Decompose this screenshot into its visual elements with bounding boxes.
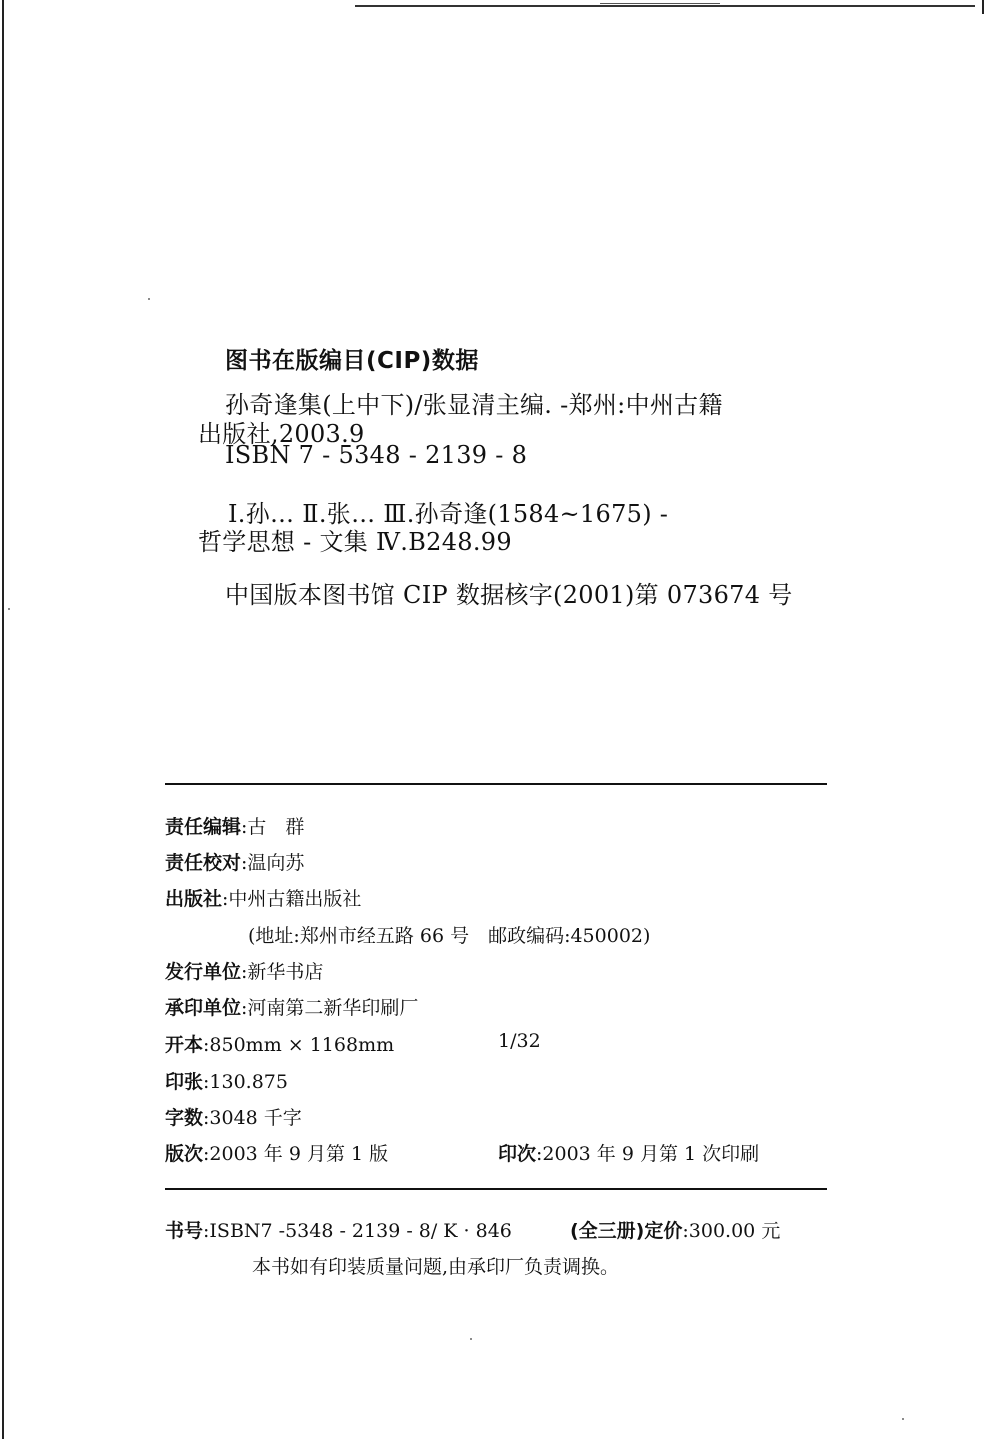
editor-row (165, 812, 304, 839)
scan-speck (8, 608, 10, 610)
divider-bottom (165, 1188, 827, 1190)
publisher-row (165, 884, 361, 911)
cip-subject-line-2: 哲学思想 - 文集 Ⅳ.B248.99 (198, 528, 512, 556)
words-value: :3048 千字 (203, 1107, 302, 1129)
edition-value: :2003 年 9 月第 1 版 (203, 1143, 389, 1165)
book-number-row (165, 1216, 512, 1243)
sheets-row (165, 1067, 288, 1094)
cip-subject-line-1: Ⅰ.孙… Ⅱ.张… Ⅲ.孙奇逢(1584~1675) - (228, 500, 669, 528)
scan-top-edge (355, 5, 975, 7)
printer-value: :河南第二新华印刷厂 (241, 997, 419, 1019)
format-value: :850mm × 1168mm (203, 1034, 395, 1056)
sheets-value: :130.875 (203, 1071, 288, 1093)
proofreader-row (165, 848, 304, 875)
words-row (165, 1103, 302, 1130)
cip-library-note: 中国版本图书馆 CIP 数据核字(2001)第 073674 号 (225, 581, 793, 609)
price-label: 定价 (644, 1220, 683, 1242)
scan-left-edge (2, 0, 4, 1439)
scan-speck (470, 1338, 472, 1340)
words-label: 字数 (165, 1107, 204, 1129)
printing-value: :2003 年 9 月第 1 次印刷 (536, 1143, 760, 1165)
scan-top-edge-shadow (600, 3, 720, 4)
editor-value: :古 群 (241, 816, 305, 838)
edition-label: 版次 (165, 1143, 204, 1165)
format-fraction: 1/32 (498, 1030, 541, 1052)
distributor-label: 发行单位 (165, 961, 242, 983)
proofreader-value: :温向苏 (241, 852, 305, 874)
scan-speck (148, 298, 150, 300)
quality-note: 本书如有印装质量问题,由承印厂负责调换。 (252, 1256, 620, 1278)
scan-corner-mark (968, 0, 984, 14)
edition-row (165, 1139, 388, 1166)
distributor-row (165, 957, 323, 984)
set-note: (全三册) (570, 1220, 645, 1242)
printing-label: 印次 (498, 1143, 537, 1165)
book-number-label: 书号 (165, 1220, 204, 1242)
cip-title-line: 孙奇逢集(上中下)/张显清主编. -郑州:中州古籍 (225, 391, 723, 419)
book-number-value: :ISBN7 -5348 - 2139 - 8/ K · 846 (203, 1220, 512, 1242)
format-label: 开本 (165, 1034, 204, 1056)
editor-label: 责任编辑 (165, 816, 242, 838)
publisher-value: :中州古籍出版社 (222, 888, 362, 910)
publisher-label: 出版社 (165, 888, 223, 910)
price-value: :300.00 元 (682, 1220, 781, 1242)
publisher-address: (地址:郑州市经五路 66 号 邮政编码:450002) (248, 925, 651, 947)
cip-isbn: ISBN 7 - 5348 - 2139 - 8 (225, 441, 528, 469)
format-row (165, 1030, 394, 1057)
scan-speck (902, 1418, 904, 1420)
cip-heading: 图书在版编目(CIP)数据 (225, 348, 479, 374)
distributor-value: :新华书店 (241, 961, 324, 983)
price-row (570, 1216, 780, 1243)
proofreader-label: 责任校对 (165, 852, 242, 874)
printing-row (498, 1139, 759, 1166)
cip-publisher-line: 出版社,2003.9 (198, 420, 365, 448)
divider-top (165, 783, 827, 785)
printer-label: 承印单位 (165, 997, 242, 1019)
sheets-label: 印张 (165, 1071, 204, 1093)
printer-row (165, 993, 418, 1020)
